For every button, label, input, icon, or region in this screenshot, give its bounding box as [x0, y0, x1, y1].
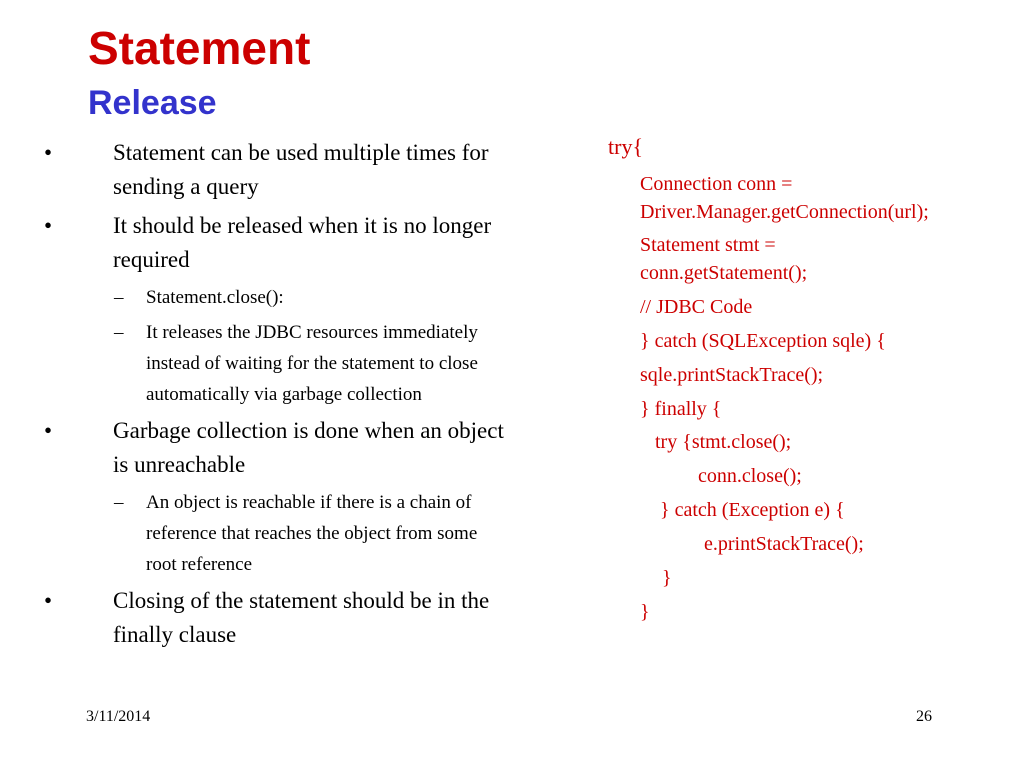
sub-bullet-item: [0, 487, 560, 580]
code-line: }: [662, 567, 672, 589]
code-line: } catch (SQLException sqle) {: [640, 330, 886, 352]
sub-bullet-text: An object is reachable if there is a chain of reference that reaches the object from some root reference: [146, 492, 478, 575]
bullet-item: [0, 414, 560, 482]
code-line: e.printStackTrace();: [704, 533, 864, 555]
code-line: // JDBC Code: [640, 296, 753, 318]
bullet-text: Closing of the statement should be in the finally clause: [113, 588, 490, 647]
sub-bullet-item: [0, 317, 560, 410]
bullet-item: [0, 136, 560, 204]
footer-date: 3/11/2014: [86, 708, 151, 725]
code-line: conn.close();: [698, 465, 802, 487]
slide-title: Statement: [88, 22, 311, 74]
sub-bullet-text: It releases the JDBC resources immediately instead of waiting for the statement to close automatically via garbage collection: [146, 322, 478, 405]
bullet-mark: •: [44, 588, 53, 613]
code-line: Driver.Manager.getConnection(url);: [640, 201, 929, 223]
code-line: }: [640, 601, 650, 623]
code-line: sqle.printStackTrace();: [640, 364, 824, 386]
dash-mark: –: [114, 492, 124, 513]
bullet-text: It should be released when it is no longer required: [113, 213, 492, 272]
bullet-mark: •: [44, 140, 53, 165]
sub-bullet-text: Statement.close():: [146, 287, 284, 308]
bullet-mark: •: [44, 418, 53, 443]
code-line: Statement stmt =: [640, 234, 776, 256]
bullet-item: [0, 584, 560, 652]
bullet-text: Statement can be used multiple times for sending a query: [113, 140, 489, 199]
code-line: try {stmt.close();: [655, 431, 792, 453]
code-line: try{: [608, 134, 643, 159]
bullet-list: [0, 136, 560, 657]
code-line: } finally {: [640, 398, 722, 420]
sub-bullet-item: [0, 282, 560, 313]
code-line: Connection conn =: [640, 173, 793, 195]
dash-mark: –: [114, 287, 124, 308]
bullet-mark: •: [44, 213, 53, 238]
dash-mark: –: [114, 322, 124, 343]
page-number: 26: [916, 708, 932, 725]
code-line: } catch (Exception e) {: [660, 499, 845, 521]
bullet-item: [0, 209, 560, 277]
bullet-text: Garbage collection is done when an object is unreachable: [113, 418, 504, 477]
code-line: conn.getStatement();: [640, 262, 808, 284]
slide-subtitle: Release: [88, 84, 217, 122]
